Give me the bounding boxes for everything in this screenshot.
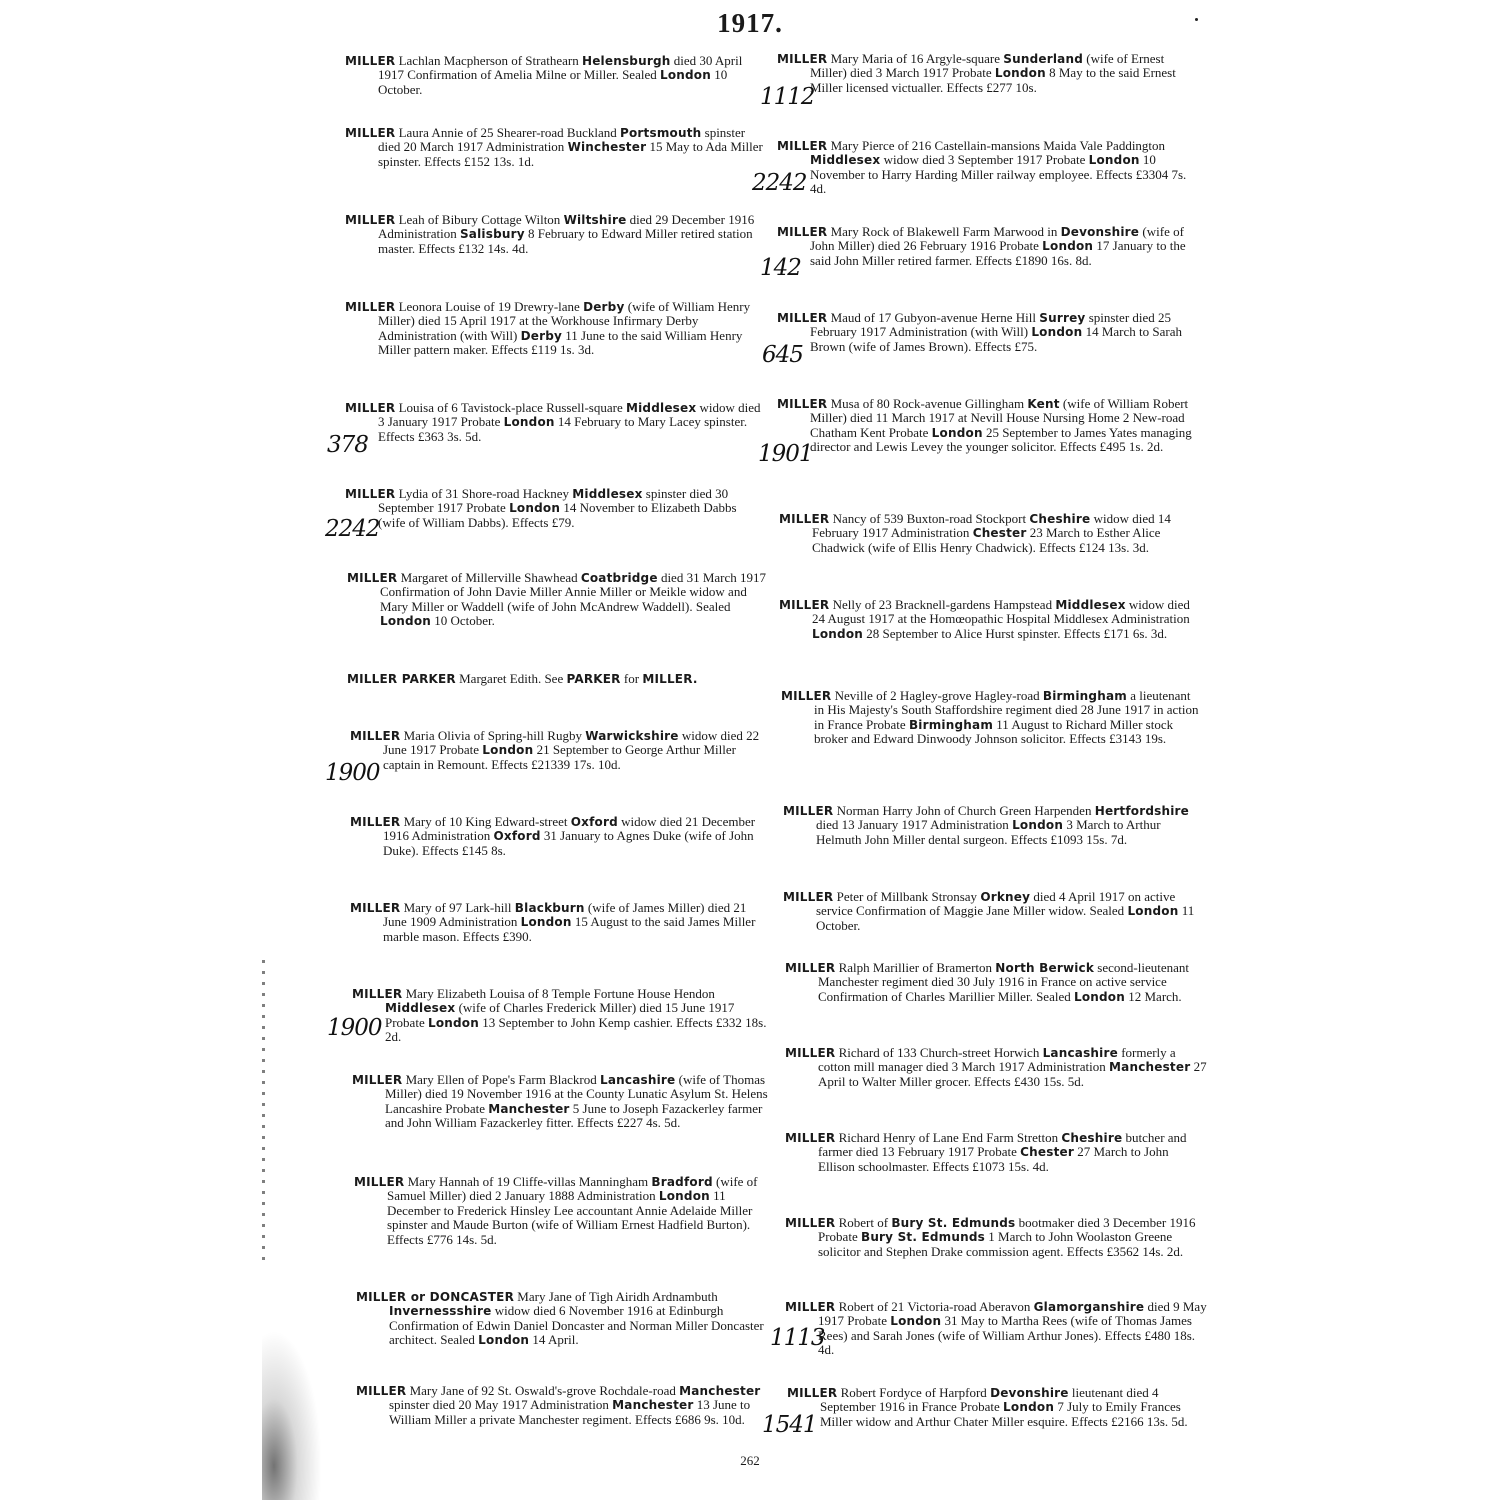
handwritten-note: 142 (760, 255, 801, 281)
entry-lydia: MILLER Lydia of 31 Shore-road Hackney Middlesex spinster died 30 September 1917 Probate London 14 November to Elizabeth Dabbs (wife of William Dabbs). Effects £79. (345, 486, 737, 530)
entry-richard-henry: MILLER Richard Henry of Lane End Farm Stretton Cheshire butcher and farmer died 13 February 1917 Probate Chester 27 March to John Ellison schoolmaster. Effects £1073 15s. 4d. (785, 1130, 1187, 1174)
entry-mary-blackburn: MILLER Mary of 97 Lark-hill Blackburn (wife of James Miller) died 21 June 1909 Administration London 15 August to the said James Miller marble mason. Effects £390. (350, 900, 756, 944)
handwritten-note: 378 (327, 432, 368, 458)
entry-ralph: MILLER Ralph Marillier of Bramerton North Berwick second-lieutenant Manchester regiment died 30 July 1916 in France on active service Confirmation of Charles Marillier Miller. Sealed London 12 March. (785, 960, 1189, 1004)
entry-laura: MILLER Laura Annie of 25 Shearer-road Buckland Portsmouth spinster died 20 March 1917 Administration Winchester 15 May to Ada Miller spinster. Effects £152 13s. 1d. (345, 125, 763, 169)
entry-maud: MILLER Maud of 17 Gubyon-avenue Herne Hill Surrey spinster died 25 February 1917 Administration (with Will) London 14 March to Sarah Brown (wife of James Brown). Effects £75. (777, 310, 1182, 354)
handwritten-note: 1900 (325, 760, 380, 786)
entry-leah: MILLER Leah of Bibury Cottage Wilton Wiltshire died 29 December 1916 Administration Salisbury 8 February to Edward Miller retired station master. Effects £132 14s. 4d. (345, 212, 755, 256)
entry-margaret: MILLER Margaret of Millerville Shawhead Coatbridge died 31 March 1917 Confirmation of John Davie Miller Annie Miller or Meikle widow and Mary Miller or Waddell (wife of John McAndrew Waddell). Sealed London 10 October. (347, 570, 766, 629)
entry-richard: MILLER Richard of 133 Church-street Horwich Lancashire formerly a cotton mill manager died 3 March 1917 Administration Manchester 27 April to Walter Miller grocer. Effects £430 15s. 5d. (785, 1045, 1207, 1089)
entry-norman: MILLER Norman Harry John of Church Green Harpenden Hertfordshire died 13 January 1917 Administration London 3 March to Arthur Helmuth John Miller dental surgeon. Effects £1093 15s. 7d. (783, 803, 1189, 847)
entry-nancy: MILLER Nancy of 539 Buxton-road Stockport Cheshire widow died 14 February 1917 Administration Chester 23 March to Esther Alice Chadwick (wife of Ellis Henry Chadwick). Effects £124 13s. 3d. (779, 511, 1171, 555)
handwritten-note: 2242 (752, 170, 807, 196)
entry-mary-ellen: MILLER Mary Ellen of Pope's Farm Blackrod Lancashire (wife of Thomas Miller) died 19 November 1916 at the County Lunatic Asylum St. Helens Lancashire Probate Manchester 5 June to Joseph Fazackerley farmer and John William Fazackerley fitter. Effects £227 4s. 5d. (352, 1072, 768, 1131)
handwritten-note: 645 (762, 342, 803, 368)
entry-neville: MILLER Neville of 2 Hagley-grove Hagley-road Birmingham a lieutenant in His Majesty's South Staffordshire regiment died 28 June 1917 in action in France Probate Birmingham 11 August to Richard Miller stock broker and Edward Dinwoody Johnson solicitor. Effects £3143 19s. (781, 688, 1199, 747)
entry-lachlan: MILLER Lachlan Macpherson of Strathearn Helensburgh died 30 April 1917 Confirmation of Amelia Milne or Miller. Sealed London 10 October. (345, 53, 743, 97)
entry-mary-jane-doncaster: MILLER or DONCASTER Mary Jane of Tigh Airidh Ardnambuth Invernessshire widow died 6 November 1916 at Edinburgh Confirmation of Edwin Daniel Doncaster and Norman Miller Doncaster architect. Sealed London 14 April. (356, 1289, 764, 1348)
entry-nelly: MILLER Nelly of 23 Bracknell-gardens Hampstead Middlesex widow died 24 August 1917 at the Homœopathic Hospital Middlesex Administration London 28 September to Alice Hurst spinster. Effects £171 6s. 3d. (779, 597, 1190, 641)
handwritten-note: 1900 (327, 1015, 382, 1041)
scan-edge-artifact (262, 960, 265, 1260)
entry-musa: MILLER Musa of 80 Rock-avenue Gillingham Kent (wife of William Robert Miller) died 11 March 1917 at Nevill House Nursing Home 2 New-road Chatham Kent Probate London 25 September to James Yates managing director and Lewis Levey the younger solicitor. Effects £495 1s. 2d. (777, 396, 1192, 455)
page-number: 262 (740, 1453, 760, 1468)
entry-robert-fordyce: MILLER Robert Fordyce of Harpford Devonshire lieutenant died 4 September 1916 in France Probate London 7 July to Emily Frances Miller widow and Arthur Chater Miller esquire. Effects £2166 13s. 5d. (787, 1385, 1188, 1429)
handwritten-note: 2242 (325, 516, 380, 542)
entry-miller-parker: MILLER PARKER Margaret Edith. See PARKER for MILLER. (347, 671, 698, 686)
scan-corner-shadow (262, 1330, 322, 1500)
entry-peter: MILLER Peter of Millbank Stronsay Orkney died 4 April 1917 on active service Confirmation of Maggie Jane Miller widow. Sealed London 11 October. (783, 889, 1195, 933)
entry-mary-rock: MILLER Mary Rock of Blakewell Farm Marwood in Devonshire (wife of John Miller) died 26 February 1916 Probate London 17 January to the said John Miller retired farmer. Effects £1890 16s. 8d. (777, 224, 1186, 268)
entry-mary-jane-rochdale: MILLER Mary Jane of 92 St. Oswald's-grove Rochdale-road Manchester spinster died 20 May 1917 Administration Manchester 13 June to William Miller a private Manchester regiment. Effects £686 9s. 10d. (356, 1383, 761, 1427)
entry-mary-elizabeth-louisa: MILLER Mary Elizabeth Louisa of 8 Temple Fortune House Hendon Middlesex (wife of Charles Frederick Miller) died 15 June 1917 Probate London 13 September to John Kemp cashier. Effects £332 18s. 2d. (352, 986, 767, 1045)
entry-mary-pierce: MILLER Mary Pierce of 216 Castellain-mansions Maida Vale Paddington Middlesex widow died 3 September 1917 Probate London 10 November to Harry Harding Miller railway employee. Effects £3304 7s. 4d. (777, 138, 1187, 197)
entry-louisa: MILLER Louisa of 6 Tavistock-place Russell-square Middlesex widow died 3 January 1917 Probate London 14 February to Mary Lacey spinster. Effects £363 3s. 5d. (345, 400, 761, 444)
entry-mary-oxford: MILLER Mary of 10 King Edward-street Oxford widow died 21 December 1916 Administration Oxford 31 January to Agnes Duke (wife of John Duke). Effects £145 8s. (350, 814, 756, 858)
handwritten-note: 1112 (760, 84, 815, 110)
page-year-heading: 1917. (717, 8, 783, 38)
entry-maria-olivia: MILLER Maria Olivia of Spring-hill Rugby Warwickshire widow died 22 June 1917 Probate London 21 September to George Arthur Miller captain in Remount. Effects £21339 17s. 10d. (350, 728, 760, 772)
handwritten-note: 1113 (770, 1325, 825, 1351)
scan-speck (1195, 18, 1198, 21)
entry-mary-hannah: MILLER Mary Hannah of 19 Cliffe-villas Manningham Bradford (wife of Samuel Miller) died 2 January 1888 Administration London 11 December to Frederick Hinsley Lee accountant Annie Adelaide Miller spinster and Maude Burton (wife of William Ernest Hadfield Burton). Effects £776 14s. 5d. (354, 1174, 758, 1247)
handwritten-note: 1541 (762, 1412, 817, 1438)
entry-robert-bury: MILLER Robert of Bury St. Edmunds bootmaker died 3 December 1916 Probate Bury St. Edmunds 1 March to John Woolaston Greene solicitor and Stephen Drake commission agent. Effects £3562 14s. 2d. (785, 1215, 1196, 1259)
entry-mary-maria: MILLER Mary Maria of 16 Argyle-square Sunderland (wife of Ernest Miller) died 3 March 1917 Probate London 8 May to the said Ernest Miller licensed victualler. Effects £277 10s. (777, 51, 1176, 95)
entry-leonora: MILLER Leonora Louise of 19 Drewry-lane Derby (wife of William Henry Miller) died 15 April 1917 at the Workhouse Infirmary Derby Administration (with Will) Derby 11 June to the said William Henry Miller pattern maker. Effects £119 1s. 3d. (345, 299, 751, 358)
entry-robert-aberavon: MILLER Robert of 21 Victoria-road Aberavon Glamorganshire died 9 May 1917 Probate London 31 May to Martha Rees (wife of Thomas James Rees) and Sarah Jones (wife of William Arthur Jones). Effects £480 18s. 4d. (785, 1299, 1207, 1358)
handwritten-note: 1901 (758, 441, 813, 467)
